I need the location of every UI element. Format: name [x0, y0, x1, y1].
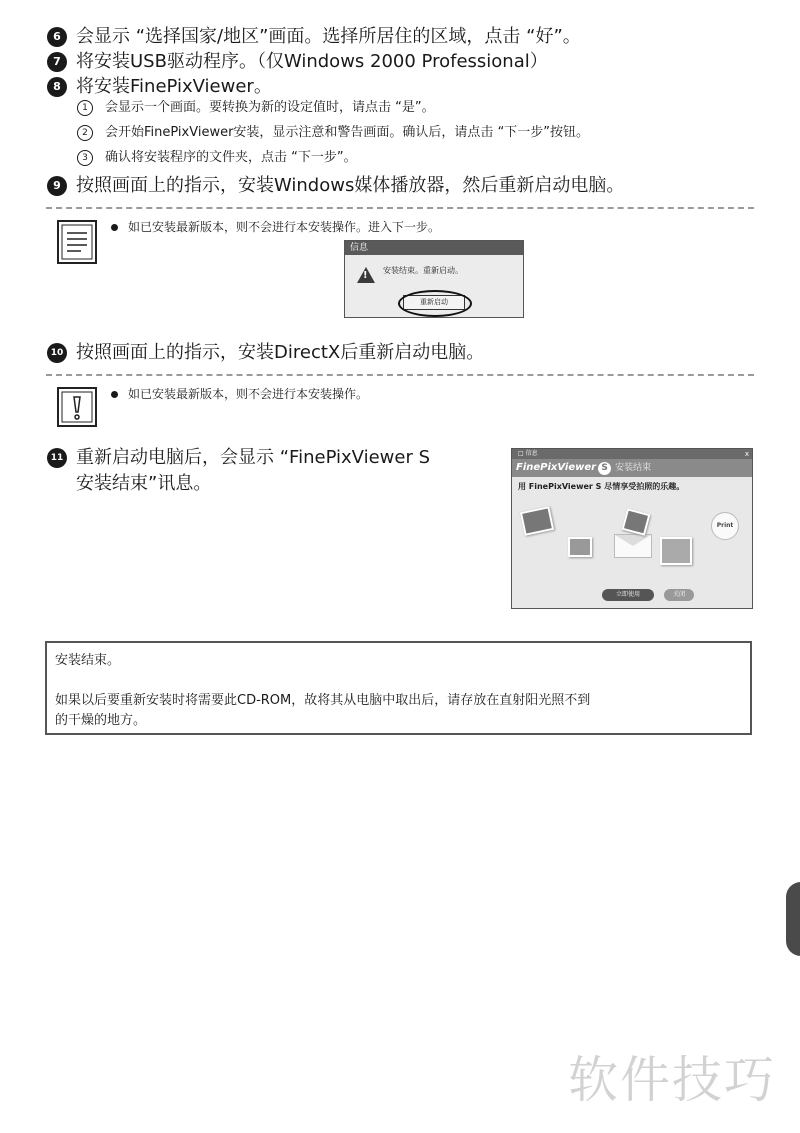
step-10 [47, 340, 484, 366]
mail-icon [614, 534, 652, 558]
note-text: 如已安装最新版本，则不会进行本安装操作。 [128, 387, 369, 401]
divider [46, 374, 754, 376]
substep-text: 会显示一个画面。要转换为新的设定值时，请点击 “是”。 [105, 100, 435, 115]
divider [46, 207, 754, 209]
bullet [111, 391, 118, 398]
step-text: 将安装USB驱动程序。（仅Windows 2000 Professional） [76, 51, 548, 72]
step-text: 按照画面上的指示，安装DirectX后重新启动电脑。 [76, 342, 485, 363]
step-text-line1: 重新启动电脑后，会显示 “FinePixViewer S [76, 447, 431, 468]
step-number: 7 [47, 52, 67, 72]
highlight-ring [398, 290, 472, 317]
restart-button[interactable]: 重新启动 [403, 295, 465, 310]
note-2 [111, 385, 368, 403]
installer-window [511, 448, 753, 609]
substep-number: 1 [77, 100, 93, 116]
memo-icon [57, 220, 97, 264]
close-icon[interactable]: x [744, 450, 749, 458]
installer-titlebar [512, 449, 752, 459]
print-icon[interactable]: Print [711, 512, 739, 540]
substep-text: 会开始FinePixViewer安装，显示注意和警告画面。确认后，请点击 “下一步”按钮。 [105, 125, 590, 140]
substep-3 [77, 148, 357, 168]
step-number: 11 [47, 448, 67, 468]
installer-tagline: 用 FinePixViewer S 尽情享受拍照的乐趣。 [518, 482, 685, 491]
close-button[interactable]: 关闭 [664, 589, 694, 601]
step-text: 会显示 “选择国家/地区”画面。选择所居住的区域，点击 “好”。 [76, 26, 581, 47]
step-number: 6 [47, 27, 67, 47]
substep-text: 确认将安装程序的文件夹，点击 “下一步”。 [105, 150, 357, 165]
step-number: 9 [47, 176, 67, 196]
info-line-3: 的干燥的地方。 [55, 713, 147, 728]
step-number: 10 [47, 343, 67, 363]
brand-s-badge: S [598, 462, 611, 475]
substep-number: 2 [77, 125, 93, 141]
note-1 [111, 218, 440, 236]
installer-banner [512, 459, 752, 477]
step-text: 按照画面上的指示，安装Windows媒体播放器，然后重新启动电脑。 [76, 175, 625, 196]
bullet [111, 224, 118, 231]
step-text-line2: 安装结束”讯息。 [76, 473, 212, 494]
warning-icon: ! [357, 267, 375, 283]
watermark: 软件技巧 [568, 1051, 776, 1109]
substep-number: 3 [77, 150, 93, 166]
brand-suffix: 安装结束 [615, 463, 652, 473]
step-number: 8 [47, 77, 67, 97]
dialog-title: 信息 [345, 241, 523, 255]
info-dialog [344, 240, 524, 318]
brand-name: FinePixViewer [516, 462, 597, 473]
album-icon [660, 537, 692, 565]
chapter-tab [786, 882, 800, 956]
start-now-button[interactable]: 立即使用 [602, 589, 654, 601]
step-text: 将安装FinePixViewer。 [76, 76, 272, 97]
step-8 [47, 74, 272, 100]
photo-icon [622, 508, 651, 535]
photo-stack-icon [568, 537, 592, 557]
step-6 [47, 24, 581, 50]
substep-2 [77, 123, 589, 143]
step-11 [47, 445, 430, 497]
installer-title: □ 信息 [518, 450, 538, 457]
step-7 [47, 49, 548, 75]
dialog-message: 安装结束。重新启动。 [383, 266, 463, 275]
substep-1 [77, 98, 435, 118]
note-text: 如已安装最新版本，则不会进行本安装操作。进入下一步。 [128, 220, 441, 234]
photo-icon [520, 506, 554, 536]
info-line-2: 如果以后要重新安装时将需要此CD-ROM，故将其从电脑中取出后，请存放在直射阳光照不到 [55, 693, 591, 708]
caution-icon [57, 387, 97, 427]
info-line-1: 安装结束。 [55, 653, 121, 668]
info-box [45, 641, 752, 735]
step-9 [47, 173, 624, 199]
